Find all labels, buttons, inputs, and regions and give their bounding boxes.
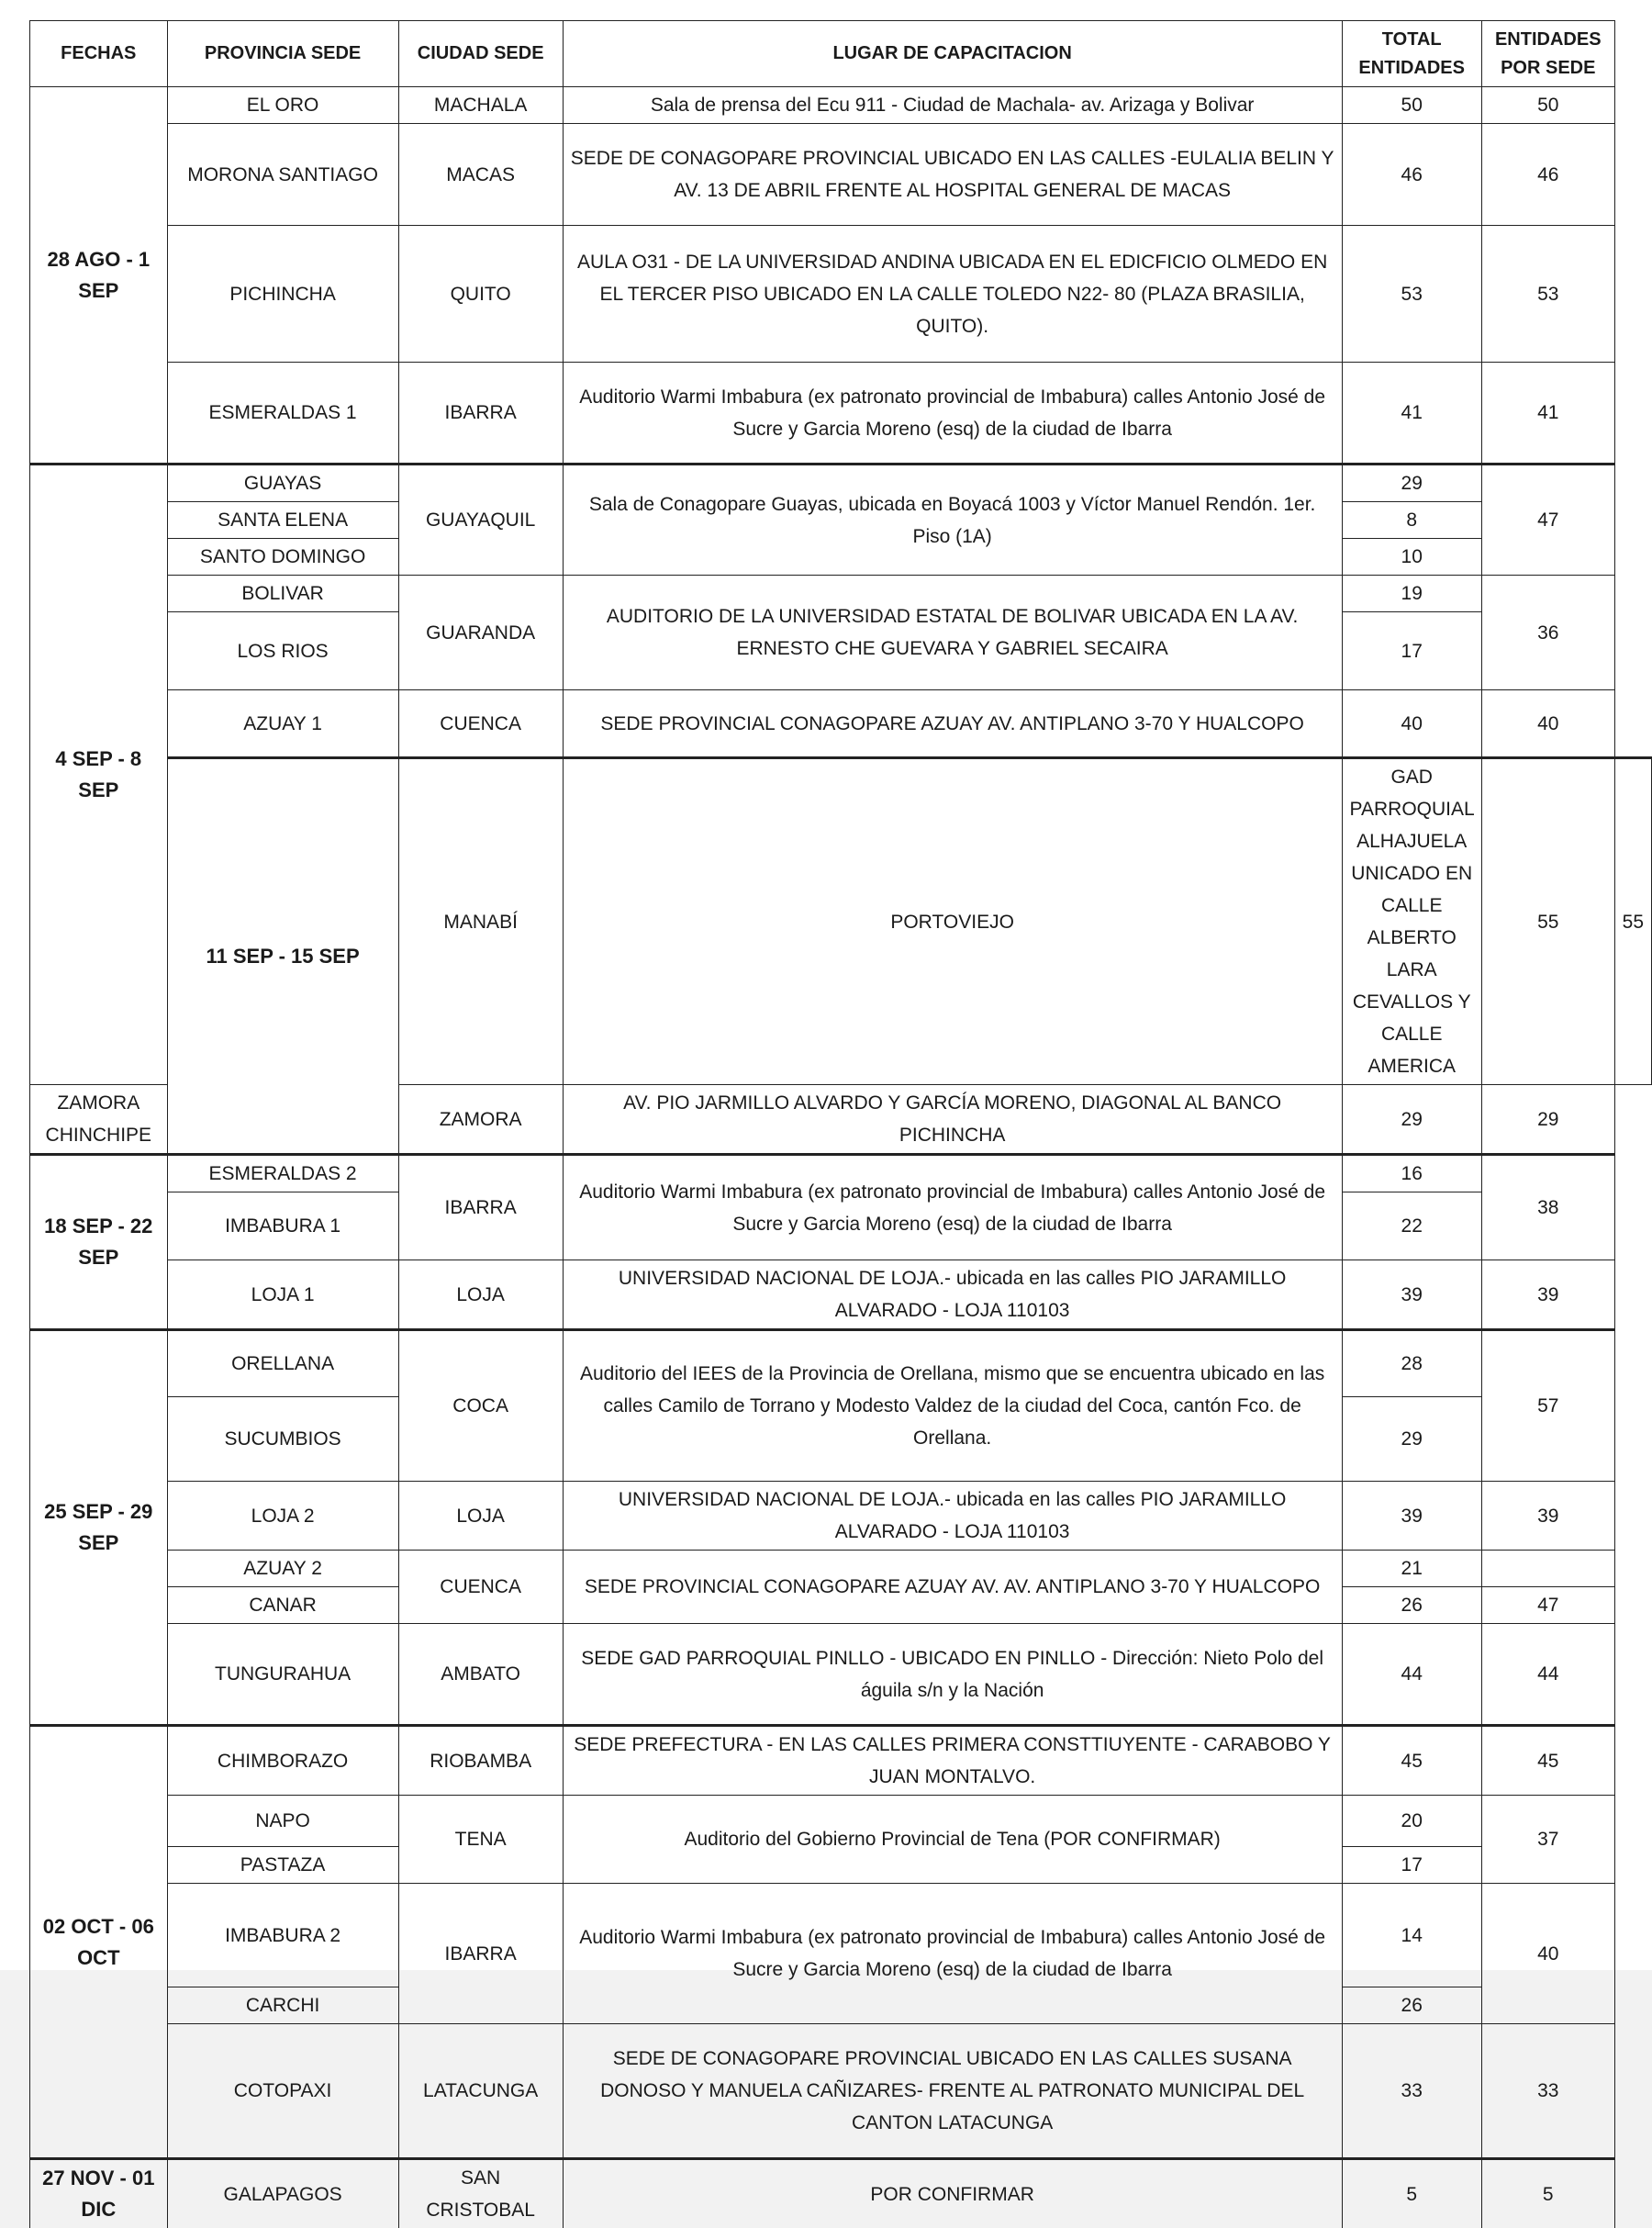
- lugar-cell: AV. PIO JARMILLO ALVARDO Y GARCÍA MORENO, DIAGONAL AL BANCO PICHINCHA: [563, 1085, 1342, 1155]
- sede-cell: 39: [1481, 1260, 1614, 1330]
- provincia-cell: MANABÍ: [398, 758, 563, 1085]
- total-cell: 39: [1342, 1260, 1481, 1330]
- total-cell: 14: [1342, 1884, 1481, 1987]
- lugar-cell: SEDE DE CONAGOPARE PROVINCIAL UBICADO EN LAS CALLES -EULALIA BELIN Y AV. 13 DE ABRIL FRENTE AL HOSPITAL GENERAL DE MACAS: [563, 124, 1342, 226]
- provincia-cell: LOJA 1: [167, 1260, 398, 1330]
- total-cell: 45: [1342, 1726, 1481, 1796]
- sede-cell: 29: [1481, 1085, 1614, 1155]
- total-cell: 16: [1342, 1155, 1481, 1192]
- header-ciudad: CIUDAD SEDE: [398, 21, 563, 87]
- date-cell: 11 SEP - 15 SEP: [167, 758, 398, 1155]
- header-total: TOTAL ENTIDADES: [1342, 21, 1481, 87]
- ciudad-cell: IBARRA: [398, 363, 563, 465]
- provincia-cell: AZUAY 1: [167, 690, 398, 758]
- header-fechas: FECHAS: [30, 21, 168, 87]
- provincia-cell: AZUAY 2: [167, 1551, 398, 1587]
- lugar-cell: AUDITORIO DE LA UNIVERSIDAD ESTATAL DE BOLIVAR UBICADA EN LA AV. ERNESTO CHE GUEVARA Y GABRIEL SECAIRA: [563, 576, 1342, 690]
- ciudad-cell: IBARRA: [398, 1155, 563, 1260]
- total-cell: 46: [1342, 124, 1481, 226]
- lugar-cell: Sala de Conagopare Guayas, ubicada en Boyacá 1003 y Víctor Manuel Rendón. 1er. Piso (1A): [563, 465, 1342, 576]
- total-cell: 28: [1342, 1330, 1481, 1397]
- lugar-cell: AULA O31 - DE LA UNIVERSIDAD ANDINA UBICADA EN EL EDICFICIO OLMEDO EN EL TERCER PISO UBICADO EN LA CALLE TOLEDO N22- 80 (PLAZA BRASILIA, QUITO).: [563, 226, 1342, 363]
- total-cell: 17: [1342, 1847, 1481, 1884]
- provincia-cell: NAPO: [167, 1796, 398, 1847]
- sede-cell: 44: [1481, 1624, 1614, 1726]
- table-row: [30, 690, 1652, 758]
- ciudad-cell: GUAYAQUIL: [398, 465, 563, 576]
- total-cell: 29: [1342, 465, 1481, 502]
- total-cell: 41: [1342, 363, 1481, 465]
- provincia-cell: CANAR: [167, 1587, 398, 1624]
- table-row: [30, 226, 1652, 363]
- table-row: [30, 1330, 1652, 1397]
- total-cell: 33: [1342, 2024, 1481, 2159]
- provincia-cell: LOS RIOS: [167, 612, 398, 690]
- table-row: [30, 124, 1652, 226]
- ciudad-cell: IBARRA: [398, 1884, 563, 2024]
- lugar-cell: Auditorio Warmi Imbabura (ex patronato provincial de Imbabura) calles Antonio José de Sucre y Garcia Moreno (esq) de la ciudad de Ibarra: [563, 1884, 1342, 2024]
- sede-cell: 50: [1481, 87, 1614, 124]
- table-row: [30, 758, 1652, 1085]
- sede-cell: 38: [1481, 1155, 1614, 1260]
- ciudad-cell: LATACUNGA: [398, 2024, 563, 2159]
- lugar-cell: Sala de prensa del Ecu 911 - Ciudad de Machala- av. Arizaga y Bolivar: [563, 87, 1342, 124]
- header-row: [30, 21, 1652, 87]
- sede-cell: 41: [1481, 363, 1614, 465]
- provincia-cell: IMBABURA 2: [167, 1884, 398, 1987]
- ciudad-cell: LOJA: [398, 1260, 563, 1330]
- ciudad-cell: ZAMORA: [398, 1085, 563, 1155]
- provincia-cell: BOLIVAR: [167, 576, 398, 612]
- provincia-cell: GALAPAGOS: [167, 2159, 398, 2228]
- sede-cell: 40: [1481, 690, 1614, 758]
- date-cell: 27 NOV - 01 DIC: [30, 2159, 168, 2228]
- sede-cell: [1481, 1551, 1614, 1587]
- provincia-cell: SUCUMBIOS: [167, 1397, 398, 1482]
- table-row: [30, 363, 1652, 465]
- table-row: [30, 1482, 1652, 1551]
- date-cell: 4 SEP - 8 SEP: [30, 465, 168, 1085]
- ciudad-cell: QUITO: [398, 226, 563, 363]
- sede-cell: 39: [1481, 1482, 1614, 1551]
- table-row: [30, 465, 1652, 502]
- ciudad-cell: CUENCA: [398, 1551, 563, 1624]
- table-row: [30, 1551, 1652, 1587]
- ciudad-cell: COCA: [398, 1330, 563, 1482]
- table-row: [30, 2024, 1652, 2159]
- provincia-cell: SANTA ELENA: [167, 502, 398, 539]
- sede-cell: 47: [1481, 1587, 1614, 1624]
- lugar-cell: SEDE PREFECTURA - EN LAS CALLES PRIMERA CONSTTIUYENTE - CARABOBO Y JUAN MONTALVO.: [563, 1726, 1342, 1796]
- sede-cell: 33: [1481, 2024, 1614, 2159]
- lugar-cell: SEDE PROVINCIAL CONAGOPARE AZUAY AV. ANTIPLANO 3-70 Y HUALCOPO: [563, 690, 1342, 758]
- provincia-cell: ESMERALDAS 1: [167, 363, 398, 465]
- ciudad-cell: GUARANDA: [398, 576, 563, 690]
- provincia-cell: LOJA 2: [167, 1482, 398, 1551]
- ciudad-cell: AMBATO: [398, 1624, 563, 1726]
- provincia-cell: PASTAZA: [167, 1847, 398, 1884]
- provincia-cell: SANTO DOMINGO: [167, 539, 398, 576]
- table-row: [30, 576, 1652, 612]
- provincia-cell: CHIMBORAZO: [167, 1726, 398, 1796]
- ciudad-cell: LOJA: [398, 1482, 563, 1551]
- ciudad-cell: CUENCA: [398, 690, 563, 758]
- lugar-cell: SEDE PROVINCIAL CONAGOPARE AZUAY AV. AV. ANTIPLANO 3-70 Y HUALCOPO: [563, 1551, 1342, 1624]
- lugar-cell: GAD PARROQUIAL ALHAJUELA UNICADO EN CALLE ALBERTO LARA CEVALLOS Y CALLE AMERICA: [1342, 758, 1481, 1085]
- lugar-cell: Auditorio del IEES de la Provincia de Orellana, mismo que se encuentra ubicado en las calles Camilo de Torrano y Modesto Valdez de la ciudad del Coca, cantón Fco. de Orellana.: [563, 1330, 1342, 1482]
- table-row: [30, 1726, 1652, 1796]
- table-row: [30, 87, 1652, 124]
- total-cell: 10: [1342, 539, 1481, 576]
- provincia-cell: GUAYAS: [167, 465, 398, 502]
- provincia-cell: ZAMORA CHINCHIPE: [30, 1085, 168, 1155]
- provincia-cell: CARCHI: [167, 1987, 398, 2024]
- training-schedule-table: [29, 20, 1652, 2228]
- lugar-cell: Auditorio Warmi Imbabura (ex patronato provincial de Imbabura) calles Antonio José de Sucre y Garcia Moreno (esq) de la ciudad de Ibarra: [563, 1155, 1342, 1260]
- sede-cell: 55: [1614, 758, 1651, 1085]
- total-cell: 29: [1342, 1085, 1481, 1155]
- sede-cell: 5: [1481, 2159, 1614, 2228]
- sede-cell: 37: [1481, 1796, 1614, 1884]
- total-cell: 26: [1342, 1587, 1481, 1624]
- table-row: [30, 1260, 1652, 1330]
- ciudad-cell: SAN CRISTOBAL: [398, 2159, 563, 2228]
- sede-cell: 40: [1481, 1884, 1614, 2024]
- sede-cell: 53: [1481, 226, 1614, 363]
- ciudad-cell: MACAS: [398, 124, 563, 226]
- date-cell: 25 SEP - 29 SEP: [30, 1330, 168, 1726]
- sede-cell: 36: [1481, 576, 1614, 690]
- provincia-cell: ORELLANA: [167, 1330, 398, 1397]
- ciudad-cell: PORTOVIEJO: [563, 758, 1342, 1085]
- provincia-cell: TUNGURAHUA: [167, 1624, 398, 1726]
- header-provincia: PROVINCIA SEDE: [167, 21, 398, 87]
- total-cell: 5: [1342, 2159, 1481, 2228]
- total-cell: 19: [1342, 576, 1481, 612]
- sede-cell: 46: [1481, 124, 1614, 226]
- total-cell: 50: [1342, 87, 1481, 124]
- lugar-cell: UNIVERSIDAD NACIONAL DE LOJA.- ubicada en las calles PIO JARAMILLO ALVARADO - LOJA 110103: [563, 1482, 1342, 1551]
- header-lugar: LUGAR DE CAPACITACION: [563, 21, 1342, 87]
- total-cell: 39: [1342, 1482, 1481, 1551]
- lugar-cell: POR CONFIRMAR: [563, 2159, 1342, 2228]
- total-cell: 44: [1342, 1624, 1481, 1726]
- provincia-cell: MORONA SANTIAGO: [167, 124, 398, 226]
- total-cell: 40: [1342, 690, 1481, 758]
- date-cell: 28 AGO - 1 SEP: [30, 87, 168, 465]
- total-cell: 29: [1342, 1397, 1481, 1482]
- lugar-cell: UNIVERSIDAD NACIONAL DE LOJA.- ubicada en las calles PIO JARAMILLO ALVARADO - LOJA 110103: [563, 1260, 1342, 1330]
- provincia-cell: EL ORO: [167, 87, 398, 124]
- provincia-cell: ESMERALDAS 2: [167, 1155, 398, 1192]
- table-row: [30, 1796, 1652, 1847]
- table-row: [30, 1884, 1652, 1987]
- table-row: [30, 2159, 1652, 2228]
- total-cell: 55: [1481, 758, 1614, 1085]
- date-cell: 02 OCT - 06 OCT: [30, 1726, 168, 2159]
- table-row: [30, 1624, 1652, 1726]
- provincia-cell: PICHINCHA: [167, 226, 398, 363]
- lugar-cell: Auditorio Warmi Imbabura (ex patronato provincial de Imbabura) calles Antonio José de Sucre y Garcia Moreno (esq) de la ciudad de Ibarra: [563, 363, 1342, 465]
- total-cell: 53: [1342, 226, 1481, 363]
- total-cell: 20: [1342, 1796, 1481, 1847]
- sede-cell: 57: [1481, 1330, 1614, 1482]
- header-por-sede: ENTIDADES POR SEDE: [1481, 21, 1614, 87]
- sede-cell: 47: [1481, 465, 1614, 576]
- ciudad-cell: MACHALA: [398, 87, 563, 124]
- lugar-cell: SEDE DE CONAGOPARE PROVINCIAL UBICADO EN LAS CALLES SUSANA DONOSO Y MANUELA CAÑIZARES- FRENTE AL PATRONATO MUNICIPAL DEL CANTON LATACUNGA: [563, 2024, 1342, 2159]
- ciudad-cell: RIOBAMBA: [398, 1726, 563, 1796]
- total-cell: 8: [1342, 502, 1481, 539]
- lugar-cell: Auditorio del Gobierno Provincial de Tena (POR CONFIRMAR): [563, 1796, 1342, 1884]
- total-cell: 21: [1342, 1551, 1481, 1587]
- total-cell: 22: [1342, 1192, 1481, 1260]
- table-row: [30, 1155, 1652, 1192]
- lugar-cell: SEDE GAD PARROQUIAL PINLLO - UBICADO EN PINLLO - Dirección: Nieto Polo del águila s/n y la Nación: [563, 1624, 1342, 1726]
- ciudad-cell: TENA: [398, 1796, 563, 1884]
- sede-cell: 45: [1481, 1726, 1614, 1796]
- total-cell: 26: [1342, 1987, 1481, 2024]
- provincia-cell: IMBABURA 1: [167, 1192, 398, 1260]
- total-cell: 17: [1342, 612, 1481, 690]
- provincia-cell: COTOPAXI: [167, 2024, 398, 2159]
- date-cell: 18 SEP - 22 SEP: [30, 1155, 168, 1330]
